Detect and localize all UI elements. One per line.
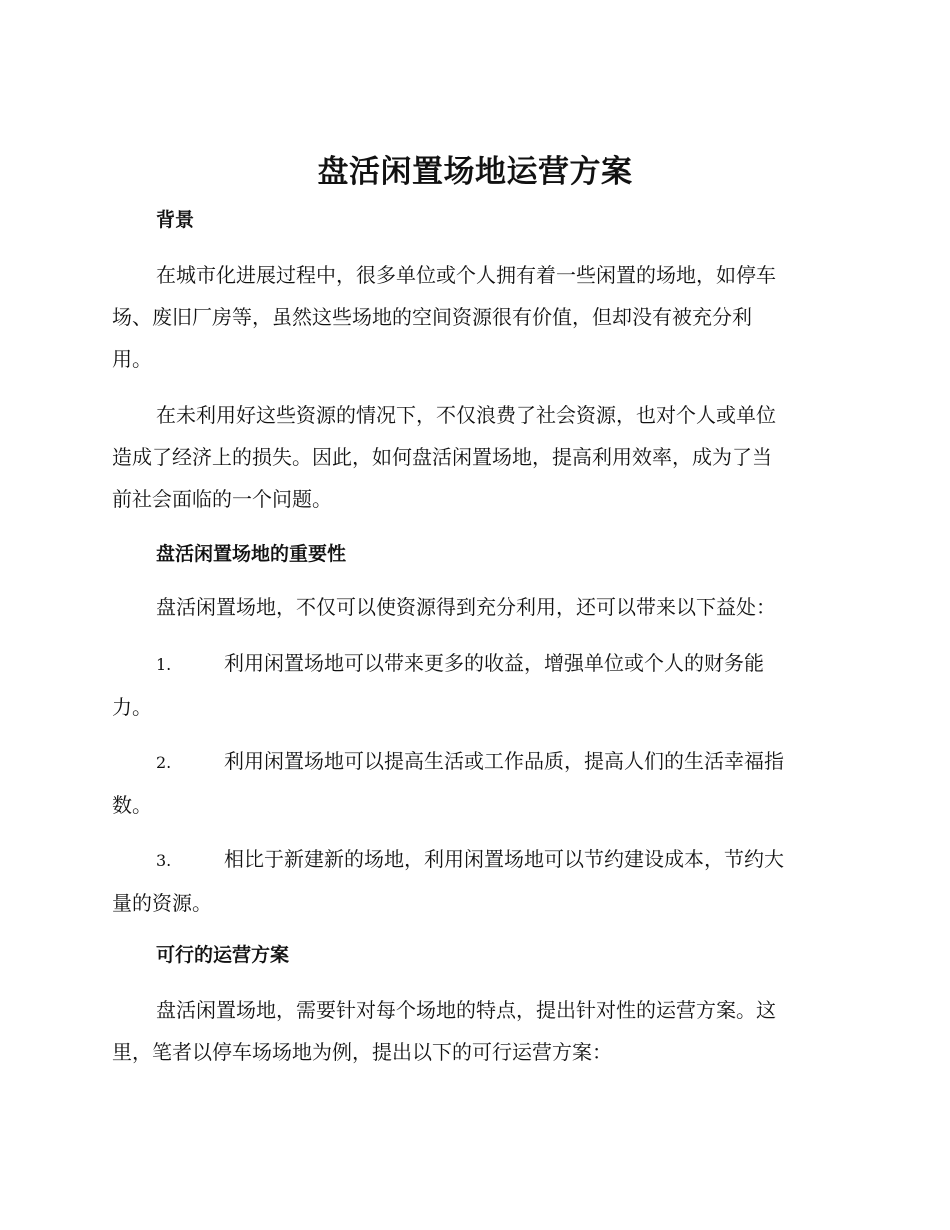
- section-heading-background: 背景: [156, 209, 195, 231]
- list-line: 相比于新建新的场地，利用闲置场地可以节约建设成本，节约大: [224, 847, 784, 871]
- paragraph-line: 在城市化进展过程中，很多单位或个人拥有着一些闲置的场地，如停车: [156, 263, 776, 287]
- paragraph-line: 场、废旧厂房等，虽然这些场地的空间资源很有价值，但却没有被充分利: [112, 305, 752, 329]
- list-item: [112, 740, 834, 826]
- paragraph-line: 前社会面临的一个问题。: [112, 487, 332, 511]
- list-line: 数。: [112, 793, 152, 817]
- paragraph-line: 在未利用好这些资源的情况下，不仅浪费了社会资源，也对个人或单位: [156, 403, 776, 427]
- list-number: 2.: [156, 753, 172, 772]
- list-item: [112, 642, 834, 728]
- list-number: 3.: [156, 851, 172, 870]
- paragraph-line: 用。: [112, 347, 152, 371]
- paragraph: [112, 989, 834, 1073]
- list-item: [112, 838, 834, 924]
- paragraph: [112, 394, 834, 520]
- list-number: 1.: [156, 655, 172, 674]
- paragraph-line: 盘活闲置场地，需要针对每个场地的特点，提出针对性的运营方案。这: [156, 998, 776, 1022]
- paragraph-line: 造成了经济上的损失。因此，如何盘活闲置场地，提高利用效率，成为了当: [112, 445, 772, 469]
- section-heading-importance: 盘活闲置场地的重要性: [156, 543, 347, 565]
- section-heading-plan: 可行的运营方案: [156, 944, 290, 966]
- paragraph-intro: [112, 586, 834, 628]
- paragraph: [112, 254, 834, 380]
- list-line: 力。: [112, 695, 152, 719]
- list-line: 利用闲置场地可以提高生活或工作品质，提高人们的生活幸福指: [224, 749, 784, 773]
- document-title: 盘活闲置场地运营方案: [317, 154, 633, 190]
- list-line: 利用闲置场地可以带来更多的收益，增强单位或个人的财务能: [224, 651, 764, 675]
- paragraph-line: 盘活闲置场地，不仅可以使资源得到充分利用，还可以带来以下益处：: [156, 595, 776, 619]
- paragraph-line: 里，笔者以停车场场地为例，提出以下的可行运营方案：: [112, 1040, 612, 1064]
- list-line: 量的资源。: [112, 891, 212, 915]
